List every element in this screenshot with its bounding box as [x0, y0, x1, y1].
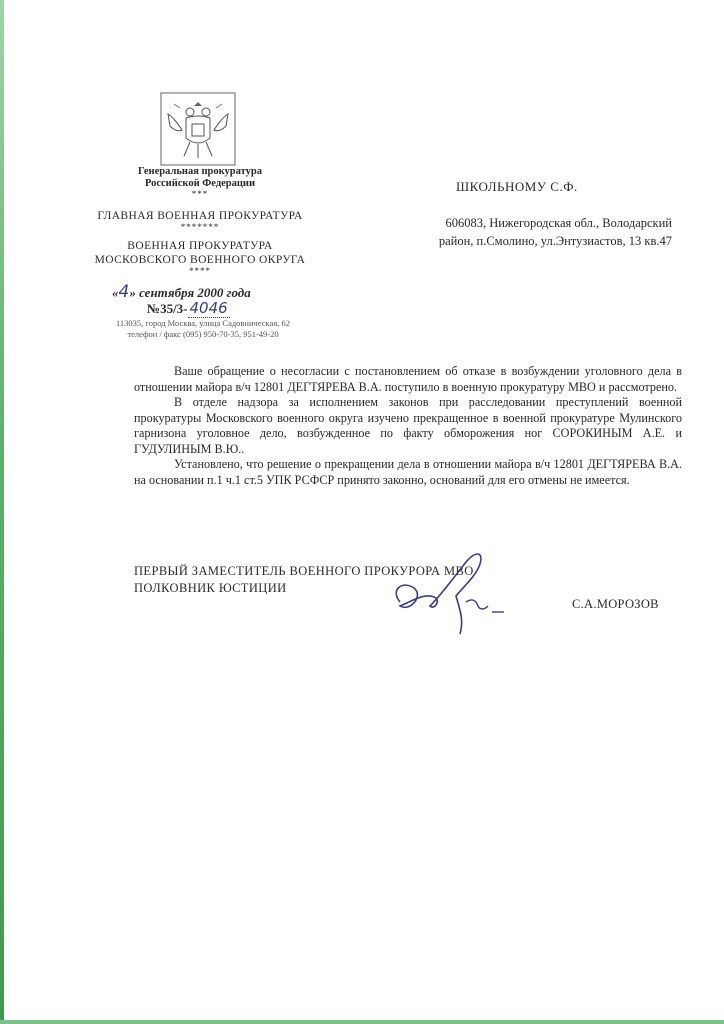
date-rest: » сентября 2000 года — [129, 285, 251, 300]
letter-body — [134, 364, 682, 488]
recipient-address — [382, 214, 672, 250]
body-paragraph-3: Установлено, что решение о прекращении дела в отношении майора в/ч 12801 ДЕГТЯРЕВА В.А. на основании п.1 ч.1 ст.5 УПК РСФСР принято законно, оснований для его отмены не имеется. — [134, 457, 682, 487]
stars-separator-3: **** — [189, 266, 211, 276]
body-paragraph-1: Ваше обращение о несогласии с постановлением об отказе в возбуждении уголовного дела в отношении майора в/ч 12801 ДЕГТЯРЕВА В.А. поступило в военную прокуратуру МВО и рассмотрено. — [134, 364, 682, 394]
signatory-title-line2: ПОЛКОВНИК ЮСТИЦИИ — [134, 581, 287, 595]
signatory-name: С.А.МОРОЗОВ — [572, 597, 659, 611]
agency-name — [80, 166, 320, 199]
main-office — [80, 209, 320, 232]
coat-of-arms-emblem — [160, 92, 236, 166]
stars-separator-1: *** — [191, 189, 209, 199]
letter-number — [147, 299, 230, 317]
recipient-address-line1: 606083, Нижегородская обл., Володарский — [445, 216, 672, 230]
agency-line2: Российской Федерации — [144, 178, 256, 189]
office-address-line1: 113035, город Москва, улица Садовническая, 62 — [115, 318, 290, 328]
recipient-address-line2: район, п.Смолино, ул.Энтузиастов, 13 кв.47 — [438, 234, 672, 248]
agency-line1: Генеральная прокуратура — [138, 166, 262, 177]
recipient-name: ШКОЛЬНОМУ С.Ф. — [456, 179, 578, 194]
number-prefix: №35/3- — [147, 301, 188, 316]
district-line2: МОСКОВСКОГО ВОЕННОГО ОКРУГА — [94, 254, 306, 266]
office-contact-line: телефон / факс (095) 950-70-35, 951-49-20 — [127, 329, 279, 339]
signatory-title-line1: ПЕРВЫЙ ЗАМЕСТИТЕЛЬ ВОЕННОГО ПРОКУРОРА МВО — [134, 564, 474, 578]
main-office-name: ГЛАВНАЯ ВОЕННАЯ ПРОКУРАТУРА — [97, 210, 303, 222]
date-open-quote: « — [112, 285, 119, 300]
handwritten-signature — [380, 540, 520, 640]
body-paragraph-2: В отделе надзора за исполнением законов при расследовании преступлений военной прокуратуры Московского военного округа изучено прекращенное в военной прокуратуре Мулинского гарнизона уголовное дело, возбужденное по факту обморожения ног СОРОКИНЫМ А.Е. и ГУДУЛИНЫМ В.Ю.. — [134, 395, 682, 456]
office-address — [88, 318, 318, 340]
district-line1: ВОЕННАЯ ПРОКУРАТУРА — [127, 240, 273, 252]
stars-separator-2: ******* — [180, 222, 220, 232]
number-handwritten: 4046 — [189, 299, 228, 317]
district-office — [80, 239, 320, 276]
date-day-handwritten: 4 — [118, 282, 130, 302]
